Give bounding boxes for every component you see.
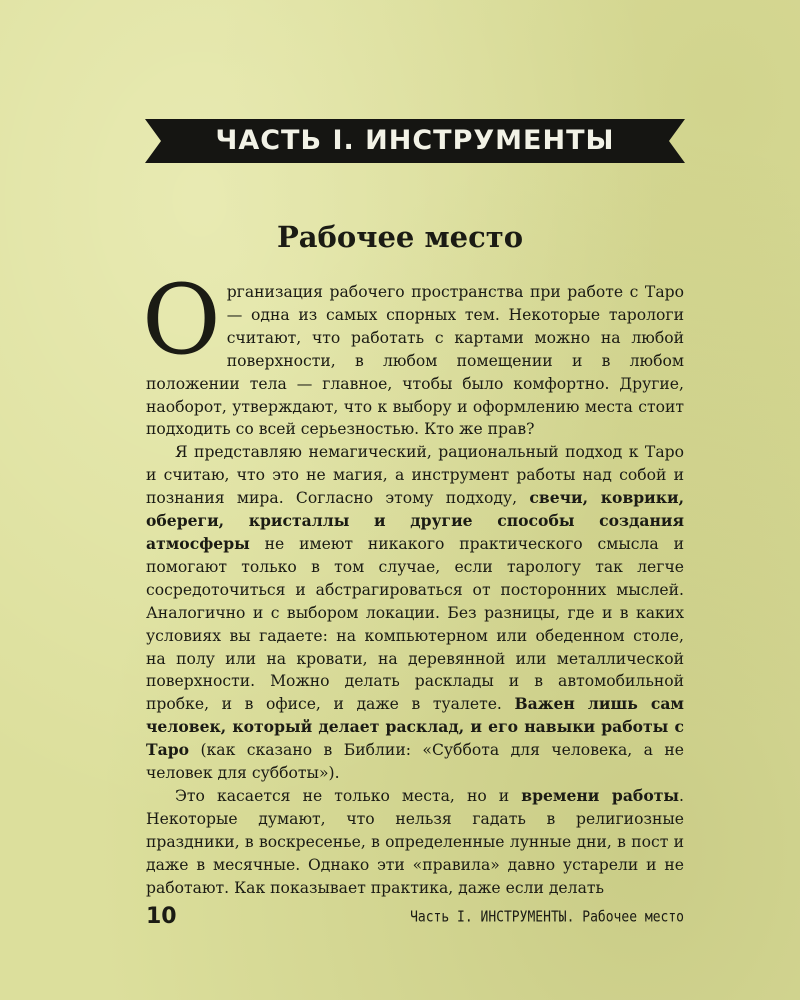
paragraph-3-text-b: . Некоторые думают, что нельзя гадать в религиозные праздники, в воскресенье, в определенные лунные дни, в пост и даже в месячные. Однако эти «правила» давно устарели и не работают. Как показывает практика, даже если делать bbox=[146, 786, 684, 897]
chapter-banner bbox=[145, 117, 685, 165]
running-head: Часть I. ИНСТРУМЕНТЫ. Рабочее место bbox=[410, 909, 684, 927]
paragraph-2-text-c: (как сказано в Библии: «Суббота для человека, а не человек для субботы»). bbox=[146, 741, 684, 783]
paragraph-3 bbox=[146, 785, 684, 900]
paragraph-2 bbox=[146, 441, 684, 785]
body-text bbox=[142, 264, 685, 899]
paragraph-2-bold-b: Важен лишь сам человек, который делает расклад, и его навыки работы с Таро bbox=[146, 694, 684, 760]
page-number: 10 bbox=[146, 904, 177, 929]
paragraph-2-text-b: не имеют никакого практического смысла и помогают только в том случае, если тарологу так легче сосредоточиться и абстрагироваться от посторонних мыслей. Аналогично и с выбором локации. Без разницы, где и в каких условиях вы гадаете: на компьютерном или обеденном столе, на полу или на кровати, на деревянной или металлической поверхности. Можно делать расклады и в автомобильной пробке, и в офисе, и даже в туалете. bbox=[146, 534, 684, 714]
page-title: Рабочее место bbox=[276, 220, 524, 254]
drop-cap: О bbox=[142, 264, 221, 376]
paragraph-3-bold-a: времени работы bbox=[521, 785, 680, 805]
paragraph-1 bbox=[142, 264, 684, 441]
paragraph-1-text: рганизация рабочего пространства при работе с Таро — одна из самых спорных тем. Некоторые тарологи считают, что работать с картами можно на любой поверхности, в любом помещении и в любом положении тела — главное, чтобы было комфортно. Другие, наоборот, утверждают, что к выбору и оформлению места стоит подходить со всей серьезностью. Кто же прав? bbox=[146, 283, 684, 439]
chapter-banner-text: ЧАСТЬ I. ИНСТРУМЕНТЫ bbox=[215, 125, 615, 156]
paragraph-2-bold-a: свечи, коврики, обереги, кристаллы и другие способы создания атмосферы bbox=[146, 488, 685, 553]
paragraph-3-text-a: Это касается не только места, но и bbox=[175, 786, 522, 805]
paragraph-2-text-a: Я представляю немагический, рациональный подход к Таро и считаю, что это не магия, а инструмент работы над собой и познания мира. Согласно этому подходу, bbox=[146, 443, 684, 508]
